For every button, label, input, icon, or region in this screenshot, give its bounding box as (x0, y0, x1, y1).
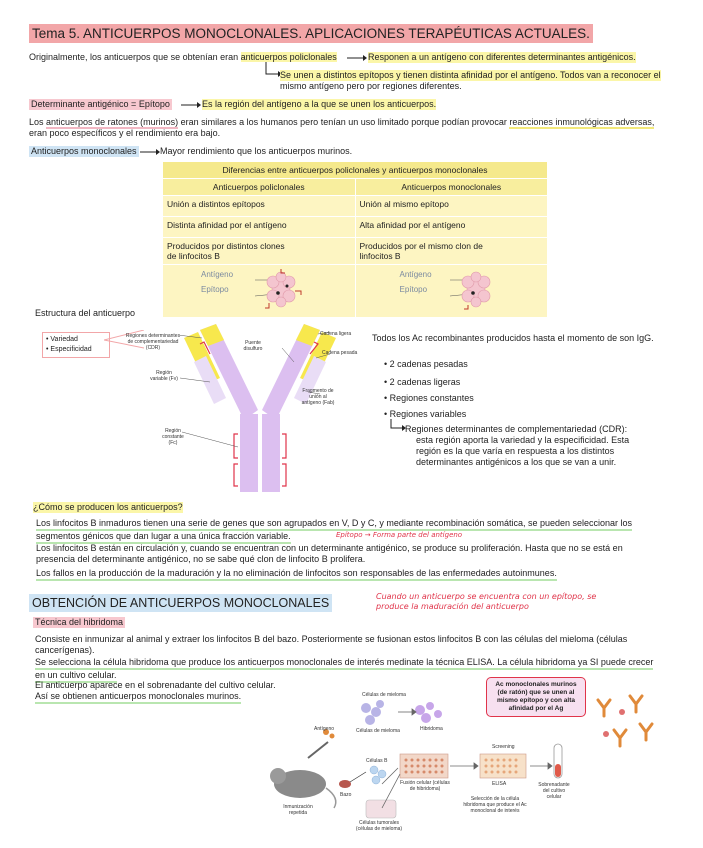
fig-mieloma: Células de mieloma (362, 692, 406, 698)
variedad-item: • Variedad (46, 335, 106, 345)
table-cell: Producidos por el mismo clon de linfocitos B (355, 238, 548, 265)
fig-fusion: Fusión celular (células de hibridoma) (400, 780, 450, 792)
obtencion-p1-line2: cancerígenas). (35, 645, 95, 655)
cdr-text (405, 424, 629, 468)
hand-epitopo-note: Epítopo → Forma parte del antígeno (336, 531, 463, 539)
page-title: Tema 5. ANTICUERPOS MONOCLONALES. APLICACIONES TERAPÉUTICAS ACTUALES. (29, 24, 593, 43)
fig-bazo: Bazo (340, 792, 352, 798)
label-ligera: Cadena ligera (320, 331, 352, 337)
antigen-monoclonal-icon (446, 267, 506, 311)
produccion-heading: ¿Cómo se producen los anticuerpos? (33, 502, 183, 512)
obtencion-p3: El anticuerpo aparece en el sobrenadante del cultivo celular. (35, 680, 276, 690)
fig-seleccion: Selección de la célula hibridoma que produce el Ac monoclonal de interés (463, 796, 527, 814)
obtencion-p2-line1: Se selecciona la célula hibridoma que produce los anticuerpos monoclonales de interés medinate la técnica ELISA. La célula hibridoma ya SI puede crecer (35, 657, 653, 670)
cdr-line: esta región aporta la variedad y la especificidad. Esta (416, 435, 630, 445)
produccion-p3: Los fallos en la producción de la maduración y la no eliminación de linfocitos son responsables de las enfermedades autoinmunes. (36, 568, 557, 581)
variedad-box (42, 332, 110, 358)
fig-screening: Screening (492, 744, 515, 750)
table-row (163, 196, 548, 217)
arrow-icon (139, 147, 161, 157)
label-fc: Región constante (Fc) (162, 428, 184, 446)
especificidad-item: • Especificidad (46, 345, 106, 355)
fig-epitopo-label: Epítopo (201, 285, 229, 294)
monoclonales-def: Mayor rendimiento que los anticuerpos murinos. (160, 146, 353, 156)
antigen-polyclonal-icon (251, 267, 311, 311)
cdr-line: Regiones determinantes de complementariedad (CDR): (405, 424, 628, 434)
table-cell: Distinta afinidad por el antígeno (163, 217, 356, 238)
callout-box: Ac monoclonales murinos (de ratón) que se unen al mismo epítopo y con alta afinidad por el Ag (486, 677, 586, 717)
obtencion-p2-line2: en un cultivo celular. (35, 670, 117, 683)
fig-antigeno-label: Antígeno (399, 270, 432, 279)
hibridoma-subheading: Técnica del hibridoma (35, 617, 124, 627)
label-puente: Puente disulfuro (243, 340, 263, 352)
fig-antigeno-label: Antígeno (201, 270, 234, 279)
intro-line (29, 52, 337, 63)
fig-inmunizacion: Inmunización repetida (283, 804, 313, 816)
antigen-figure-monoclonal (355, 265, 548, 318)
label-fv: Región variable (Fv) (150, 370, 178, 382)
antigen-figure-polyclonal (163, 265, 356, 318)
igg-note: Todos los Ac recombinantes producidos hasta el momento de son IgG. (372, 333, 654, 343)
label-cdr: Regiones determinantes de complementariedad (CDR) (125, 333, 181, 351)
produccion-p1 (36, 518, 632, 544)
murinos-term: anticuerpos de ratones (murinos) (46, 117, 179, 127)
intro-branch2-line1: Se unen a distintos epítopos y tienen distinta afinidad por el antígeno. Todos van a reconocer el (280, 70, 661, 80)
intro-branch2-line2: mismo antígeno pero por regiones diferentes. (280, 81, 462, 91)
structure-bullet: • Regiones constantes (384, 393, 474, 404)
table-row (163, 238, 548, 265)
fig-hibridoma: Hibridoma (420, 726, 443, 732)
produccion-p2-line1: Los linfocitos B están en circulación y, cuando se encuentran con un determinante antigénico, se produce su proliferación. Hasta que no se está en (36, 543, 623, 553)
intro-policlonales: anticuerpos policlonales (240, 52, 337, 62)
obtencion-heading: OBTENCIÓN DE ANTICUERPOS MONOCLONALES (29, 594, 332, 612)
table-row (163, 217, 548, 238)
label-fab: Fragmento de unión al antígeno (Fab) (301, 388, 335, 406)
produccion-p1-line2: segmentos génicos que dan lugar a una única fracción variable. (36, 531, 291, 544)
table-col-header: Anticuerpos monoclonales (355, 179, 548, 196)
cdr-line: determinantes antigénicos a los que se van a unir. (416, 457, 617, 467)
table-cell: Producidos por distintos clones de linfocitos B (163, 238, 356, 265)
comparison-table (162, 161, 548, 318)
intro-branch2 (280, 70, 661, 92)
intro-lead: Originalmente, los anticuerpos que se obtenían eran (29, 52, 239, 62)
structure-bullet: • Regiones variables (384, 409, 466, 420)
fig-elisa: ELISA (492, 781, 507, 787)
determinante-term: Determinante antigénico = Epítopo (31, 99, 170, 109)
obtencion-p4: Así se obtienen anticuerpos monoclonales murinos. (35, 691, 241, 704)
produccion-p2-line2: presencia del determinante antigénico, no se sabe qué clon de linfocito B prolifera. (36, 554, 366, 564)
murinos-line2: eran poco específicos y el rendimiento era bajo. (29, 128, 221, 138)
fig-celulas-mieloma: Células de mieloma (356, 728, 400, 734)
murinos-line1 (29, 117, 654, 128)
murinos-pre: Los (29, 117, 44, 127)
table-col-header: Anticuerpos policlonales (163, 179, 356, 196)
produccion-p2 (36, 543, 623, 565)
table-cell: Alta afinidad por el antígeno (355, 217, 548, 238)
fig-tumorales: Células tumorales (células de mieloma) (355, 820, 403, 832)
monoclonales-term: Anticuerpos monoclonales (31, 146, 137, 156)
table-cell: Unión a distintos epítopos (163, 196, 356, 217)
murinos-tail: reacciones inmunológicas adversas, (509, 117, 655, 127)
intro-branch1: Responen a un antígeno con diferentes determinantes antigénicos. (368, 52, 636, 62)
structure-bullet: • 2 cadenas ligeras (384, 377, 460, 388)
hand-maduracion-note: Cuando un anticuerpo se encuentra con un epítopo, se produce la maduración del anticuerpo (376, 592, 597, 611)
structure-bullet: • 2 cadenas pesadas (384, 359, 468, 370)
obtencion-p1 (35, 634, 627, 656)
fig-sobrenadante: Sobrenadante del cultivo celular (538, 782, 570, 800)
fig-epitopo-label: Epítopo (399, 285, 428, 294)
determinante-def: Es la región del antígeno a la que se unen los anticuerpos. (202, 99, 437, 109)
fig-antigeno: Antígeno (314, 726, 335, 732)
table-header: Diferencias entre anticuerpos policlonales y anticuerpos monoclonales (163, 162, 548, 179)
antibodies-icon (590, 690, 660, 750)
murinos-mid: eran similares a los humanos pero tenían un uso limitado porque podían provocar (180, 117, 507, 127)
produccion-p1-line1: Los linfocitos B inmaduros tienen una serie de genes que son agrupados en V, D y C, y mediante recombinación somática, se pueden seleccionar los (36, 518, 632, 531)
table-cell: Unión al mismo epítopo (355, 196, 548, 217)
cdr-line: región es la que varía en respuesta a los distintos (416, 446, 615, 456)
estructura-heading: Estructura del anticuerpo (35, 308, 136, 318)
arrow-icon (346, 53, 368, 63)
arrow-icon (180, 100, 202, 110)
obtencion-p1-line1: Consiste en inmunizar al animal y extraer los linfocitos B del bazo. Posteriormente se fusionan estos linfocitos B con las células del mieloma (células (35, 634, 628, 644)
fig-celulas-b: Células B (366, 758, 388, 764)
label-pesada: Cadena pesada (322, 350, 358, 356)
